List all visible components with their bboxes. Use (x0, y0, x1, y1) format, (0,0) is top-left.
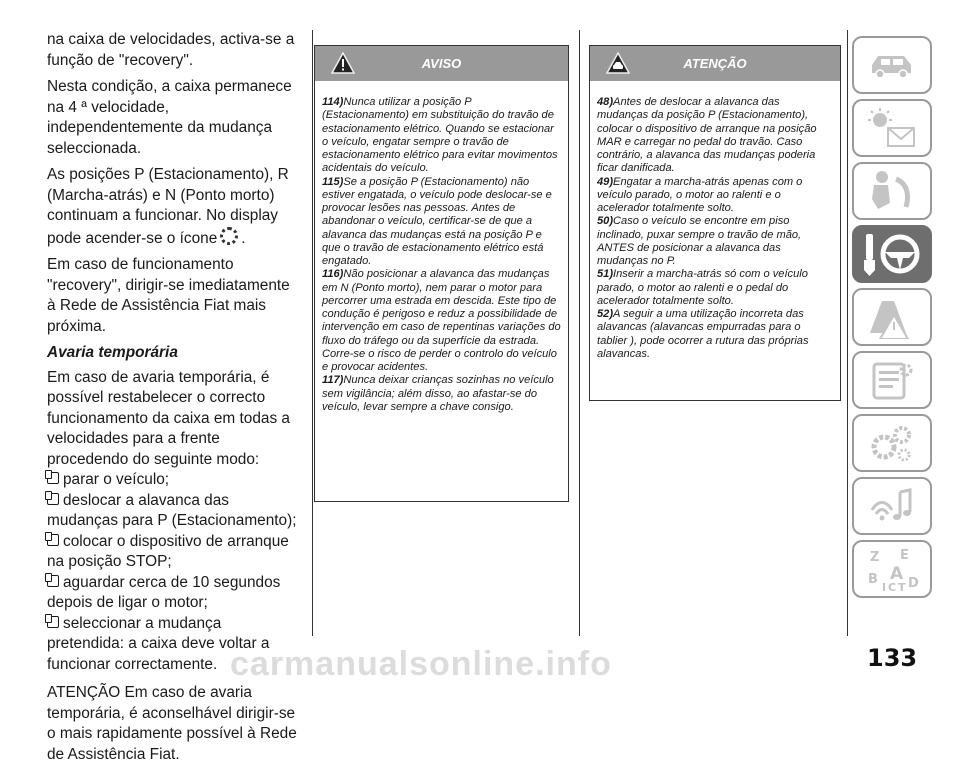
atencao-item: 51)Inserir a marcha-atrás só com o veículo parado, o motor ao ralenti e o pedal do acelerador totalmente solto. (597, 268, 808, 307)
atencao-body (590, 81, 840, 361)
svg-text:T: T (898, 581, 906, 593)
aviso-item: 114)Nunca utilizar a posição P (Estacionamento) em substituição do travão de estacionamento elétrico. Quando se estacionar o veículo, engatar sempre o travão de estacionamento elétrico para evitar movimentos acidentais do veículo. (322, 96, 558, 175)
paragraph-fourth-gear: Nesta condição, a caixa permanece na 4 ª velocidade, independentemente da mudança seleccionada. (47, 78, 292, 157)
tab-index[interactable] (852, 540, 932, 598)
tab-multimedia[interactable] (852, 477, 932, 535)
paragraph-assistance: Em caso de funcionamento "recovery", dirigir-se imediatamente à Rede de Assistência Fiat mais próxima. (47, 256, 290, 335)
tab-starting-driving[interactable] (852, 225, 932, 283)
step-item: aguardar cerca de 10 segundos depois de ligar o motor; (47, 573, 281, 611)
index-alphabet-icon (864, 545, 920, 593)
svg-text:D: D (908, 576, 919, 591)
tab-safety[interactable] (852, 162, 932, 220)
warning-lights-icon (864, 106, 920, 150)
paragraph-positions (47, 165, 299, 249)
aviso-box (314, 45, 569, 502)
step-item: seleccionar a mudança pretendida: a caixa deve voltar a funcionar correctamente. (47, 614, 270, 673)
bullet-icon (47, 616, 59, 628)
atencao-header (590, 46, 840, 81)
maintenance-icon (866, 358, 918, 402)
bullet-icon (47, 472, 59, 484)
tab-emergency[interactable] (852, 288, 932, 346)
paragraph-attention-note: ATENÇÃO Em caso de avaria temporária, é aconselhável dirigir-se o mais rapidamente possível à Rede de Assistência Fiat. (47, 684, 297, 763)
key-steering-wheel-icon (862, 230, 922, 278)
paragraph-procedure: Em caso de avaria temporária, é possível restabelecer o correcto funcionamento da caixa em todas a velocidades para a frente procedendo do seguinte modo: (47, 368, 290, 468)
multimedia-icon (866, 484, 918, 528)
atencao-item: 52)A seguir a uma utilização incorreta das alavancas (alavancas empurradas para o tablier ), pode ocorrer a rutura das próprias alavancas. (597, 308, 809, 360)
emergency-road-icon (864, 295, 920, 339)
svg-text:A: A (890, 564, 904, 584)
svg-text:B: B (868, 572, 878, 587)
svg-text:Z: Z (870, 550, 880, 565)
atencao-title: ATENÇÃO (683, 56, 747, 71)
paragraph-positions-text: As posições P (Estacionamento), R (Marcha-atrás) e N (Ponto morto) continuam a funcionar. No display pode acender-se o ícone (47, 166, 289, 247)
aviso-item: 116)Não posicionar a alavanca das mudanças em N (Ponto morto), nem parar o motor para percorrer uma estrada em descida. Este tipo de condução é perigoso e reduz a possibilidade de intervenção em caso de repentinas variações do fluxo do tráfego ou da superfície da estrada. Corre-se o risco de perder o controlo do veículo e provocar acidentes. (322, 268, 561, 373)
bullet-icon (47, 493, 59, 505)
step-item: deslocar a alavanca das mudanças para P (Estacionamento); (47, 491, 297, 529)
tab-car-knowledge[interactable] (852, 36, 932, 94)
tab-technical-data[interactable] (852, 414, 932, 472)
bullet-icon (47, 575, 59, 587)
tab-warning-lights[interactable] (852, 99, 932, 157)
svg-text:E: E (900, 548, 909, 563)
aviso-title: AVISO (421, 56, 462, 71)
tab-maintenance[interactable] (852, 351, 932, 409)
gear-warning-icon (220, 227, 238, 245)
column-divider (312, 30, 313, 636)
aviso-item: 115)Se a posição P (Estacionamento) não estiver engatada, o veículo pode deslocar-se e provocar lesões nas pessoas. Antes de abandonar o veículo, certificar-se de que a alavanca das mudanças está na posição P e que o travão de estacionamento elétrico está engatado. (322, 175, 552, 267)
section-heading: Avaria temporária (47, 344, 178, 361)
chapter-tabs (852, 36, 932, 603)
step-item: parar o veículo; (47, 470, 299, 491)
paragraph-recovery: na caixa de velocidades, activa-se a função de "recovery". (47, 31, 295, 69)
paragraph-positions-end: . (241, 229, 246, 247)
bullet-icon (47, 534, 59, 546)
svg-text:I: I (882, 581, 887, 593)
atencao-item: 50)Caso o veículo se encontre em piso inclinado, puxar sempre o travão de mão, ANTES de posicionar a alavanca das mudanças no P. (597, 215, 802, 267)
step-item: colocar o dispositivo de arranque na posição STOP; (47, 532, 289, 570)
aviso-header (315, 46, 568, 81)
atencao-box (589, 45, 841, 401)
atencao-item: 48)Antes de deslocar a alavanca das mudanças da posição P (Estacionamento), colocar o dispositivo de arranque na posição MAR e carregar no pedal do travão. Caso contrário, a alavanca das mudanças poderia ficar danificada. (597, 96, 817, 175)
svg-text:C: C (888, 581, 897, 593)
seat-safety-icon (866, 169, 918, 213)
settings-gears-icon (866, 421, 918, 465)
aviso-body (315, 81, 568, 414)
column-divider (847, 30, 848, 636)
column-divider (579, 30, 580, 636)
page-number: 133 (867, 644, 918, 672)
watermark: carmanualsonline.info (230, 645, 612, 683)
car-icon (866, 45, 918, 85)
aviso-item: 117)Nunca deixar crianças sozinhas no veículo sem vigilância; além disso, ao afastar-se do veículo, levar sempre a chave consigo. (322, 374, 554, 413)
atencao-item: 49)Engatar a marcha-atrás apenas com o veículo parado, o motor ao ralenti e o acelerador totalmente solto. (597, 175, 803, 214)
